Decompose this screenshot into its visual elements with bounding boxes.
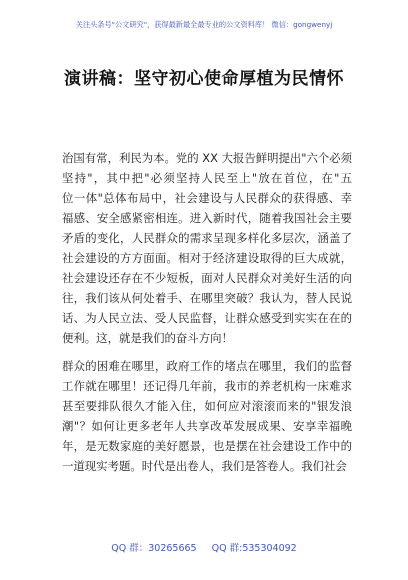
text-line: 潮"？如何让更多老年人共享改革发展成果、安享幸福晚: [62, 419, 352, 433]
text-line: 福感、安全感紧密相连。进入新时代，随着我国社会主要: [62, 211, 352, 225]
text-line: 一道现实考题。时代是出卷人，我们是答卷人。我们社会: [62, 459, 347, 473]
body-paragraph-1: [62, 148, 352, 348]
text-line: 甚至要排队很久才能入住，如何应对滚滚而来的"银发浪: [62, 399, 352, 413]
text-line: 便利。这，就是我们的奋斗方向！: [62, 331, 233, 345]
text-line: 位一体"总体布局中，社会建设与人民群众的获得感、幸: [62, 191, 352, 205]
body-paragraph-2: [62, 356, 352, 476]
footer-qq-group-2: QQ 群:535304092: [211, 543, 297, 554]
footer-qq-group-1: QQ 群：30265665: [111, 543, 197, 554]
text-line: 工作就在哪里！还记得几年前，我市的养老机构一床难求: [62, 379, 352, 393]
text-line: 治国有常，利民为本。党的 XX 大报告鲜明提出"六个必须: [62, 151, 353, 165]
text-line: 群众的困难在哪里，政府工作的堵点在哪里，我们的监督: [62, 359, 352, 373]
text-line: 矛盾的变化，人民群众的需求呈现多样化多层次，涵盖了: [62, 231, 352, 245]
header-promo-note: 关注头条号"公文研究"，获得最新最全最专业的公文资料库！ 微信：gongwenyj: [75, 20, 333, 29]
text-line: 社会建设的方方面面。相对于经济建设取得的巨大成就，: [62, 251, 352, 265]
footer-qq-groups: [0, 540, 408, 554]
text-line: 坚持"，其中把"必须坚持人民至上"放在首位，在"五: [62, 171, 352, 185]
text-line: 年，是无数家庭的美好愿景，也是摆在社会建设工作中的: [62, 439, 352, 453]
document-title: 演讲稿：坚守初心使命厚植为民情怀: [64, 69, 344, 89]
text-line: 社会建设还存在不少短板，面对人民群众对美好生活的向: [62, 271, 352, 285]
text-line: 话、为人民立法、受人民监督，让群众感受到实实在在的: [62, 311, 352, 325]
text-line: 往，我们该从何处着手、在哪里突破？我认为，替人民说: [62, 291, 352, 305]
